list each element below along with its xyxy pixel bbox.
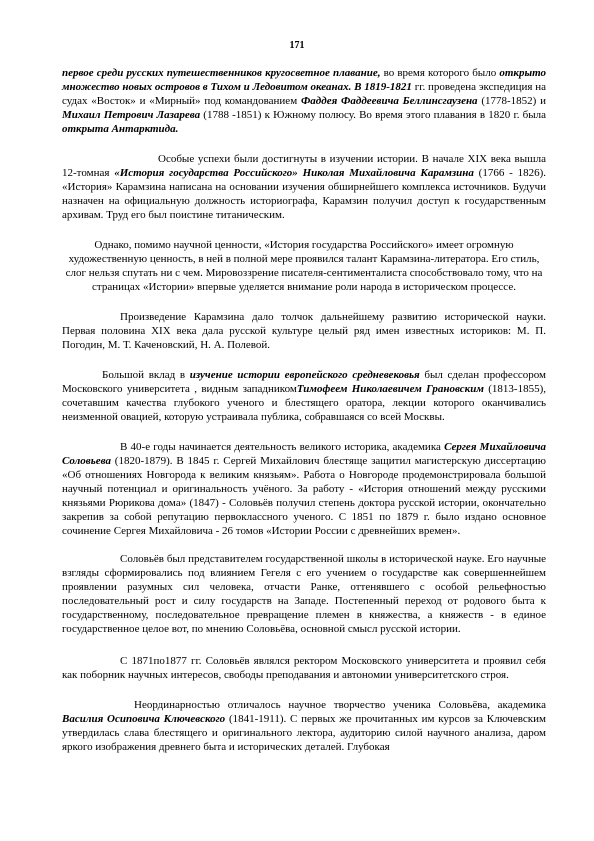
text-run: был сделан профессором Московского университета , видным западником: [62, 369, 546, 395]
paragraph-p8: [62, 654, 546, 682]
text-run: открыто множество новых островов в Тихом и Ледовитом океанах. В 1819-1821: [62, 67, 546, 93]
text-run: Однако, помимо научной ценности, «История государства Российского» имеет огромную художественную ценность, в ней в полной мере проявился талант Карамзина-литератора. Его стиль, слог нельзя спутать ни с чем. Мировоззрение писателя-сентименталиста способствовало тому, что на страницах «Истории» впервые уделяется внимание роли народа в историческом процессе.: [65, 239, 543, 293]
paragraph-gap: [62, 538, 546, 552]
text-run: (1841-1911). С первых же прочитанных им курсов за Ключевским утвердилась слава блестящего и оригинального лектора, аудиторию силой научного анализа, даром яркого изображения древнего быта и исторических деталей. Глубокая: [62, 713, 547, 753]
paragraph-p3: [62, 238, 546, 294]
text-run: во время которого было: [380, 67, 500, 79]
text-run: открыта Антарктида.: [62, 123, 179, 135]
text-run: Особые успехи были достигнуты в изучении истории. В начале XIX века вышла 12-томная: [62, 153, 546, 179]
text-run: Михаил Петрович Лазарева: [62, 109, 201, 121]
paragraph-p7: [62, 552, 546, 636]
text-run: С 1871по1877 гг. Соловьёв являлся ректором Московского университета и проявил себя как поборник научных интересов, свободы преподавания и автономии университетского строя.: [62, 655, 546, 681]
text-run: Василия Осиповича Ключевского: [62, 713, 226, 725]
paragraph-gap: [62, 136, 546, 152]
text-run: Сергея Михайловича Соловьева: [62, 441, 546, 467]
text-run: гг. проведена экспедиция на судах «Восток» и «Мирный» под командованием: [62, 81, 546, 107]
text-run: первое среди русских путешественников кругосветное плавание,: [62, 67, 381, 79]
paragraph-gap: [62, 352, 546, 368]
paragraph-gap: [62, 222, 546, 238]
text-run: В 40-е годы начинается деятельность великого историка, академика: [120, 441, 445, 453]
paragraph-gap: [62, 682, 546, 698]
text-run: Большой вклад в: [102, 369, 190, 381]
text-run: (1813-1855), сочетавшим качества глубокого ученого и блестящего оратора, лекции которого оканчивались неизменной овацией, которую устраивала публика, собравшаяся со всей Москвы.: [62, 383, 546, 423]
paragraph-p5: [62, 368, 546, 424]
text-run: Неординарностью отличалось научное творчество ученика Соловьёва, академика: [134, 699, 546, 711]
paragraph-p1: [62, 66, 546, 136]
paragraph-p4: [62, 310, 546, 352]
paragraph-p2: [62, 152, 546, 222]
page-number: 171: [289, 40, 305, 51]
text-run: изучение истории европейского средневековья: [189, 369, 420, 381]
paragraph-gap: [62, 424, 546, 440]
page-content: [62, 66, 546, 754]
text-run: Фаддея Фаддеевича Беллинсгаузена: [300, 95, 478, 107]
paragraph-p9: [62, 698, 546, 754]
text-run: (1788 -1851) к Южному полюсу. Во время этого плавания в 1820 г. была: [200, 109, 547, 121]
text-run: (1778-1852) и: [477, 95, 546, 107]
paragraph-gap: [62, 636, 546, 654]
paragraph-p6: [62, 440, 546, 538]
text-run: Произведение Карамзина дало толчок дальнейшему развитию исторической науки. Первая половина XIX века дала русской культуре целый ряд имен известных историков: М. П. Погодин, М. Т. Каченовский, Н. А. Полевой.: [62, 311, 546, 351]
paragraph-gap: [62, 294, 546, 310]
text-run: (1766 - 1826). «История» Карамзина написана на основании изучения обширнейшего комплекса источников. Будучи назначен на официальную должность историографа, Карамзин получил доступ к государственным архивам. Труд его был поистине титаническим.: [62, 167, 546, 221]
text-run: Соловьёв был представителем государственной школы в исторической науке. Его научные взгляды сформировались под влиянием Гегеля с его учением о государстве как совершеннейшем проявлении разумных сил человека, отчасти Ранке, оттенявшего с особой рельефностью последовательный рост и силу государств на Западе. Постепенный переход от родового быта к государственному, последовательное превращение племен в княжества, а княжеств - в единое государственное целое вот, по мнению Соловьёва, основной смысл русской истории.: [62, 553, 546, 635]
text-run: «История государства Российского» Николая Михайловича Карамзина: [114, 167, 474, 179]
text-run: Тимофеем Николаевичем Грановским: [296, 383, 484, 395]
text-run: (1820-1879). В 1845 г. Сергей Михайлович блестяще защитил магистерскую диссертацию «Об отношениях Новгорода к великим князьям». Работа о Новгороде продемонстрировала большой научный потенциал и оригинальность учёного. За работу - «История отношений между русскими князьями Рюрикова дома» (1847) - Соловьёв получил степень доктора русской истории, окончательно закрепив за собой репутацию первоклассного ученого. С 1851 по 1879 г. было издано основное сочинение Сергея Михайловича - 26 томов «Истории России с древнейших времен».: [62, 455, 546, 537]
